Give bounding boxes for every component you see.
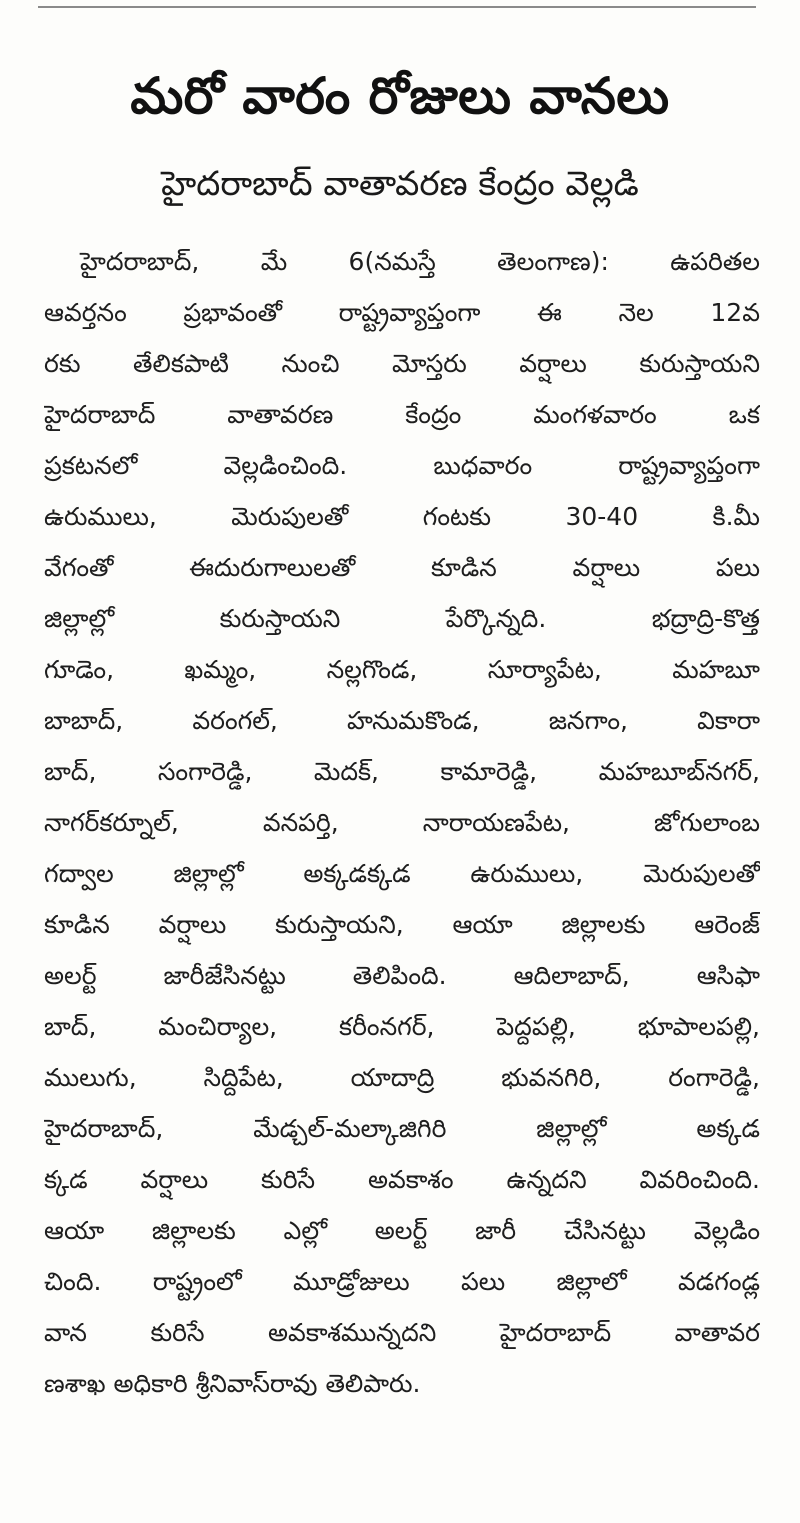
top-divider-rule [38, 6, 756, 8]
article-body-line: బాబాద్‌, వరంగల్‌, హనుమకొండ, జనగాం, వికారా [44, 706, 760, 735]
article-body-line: ప్రకటనలో వెల్లడించింది. బుధవారం రాష్ట్రవ్యాప్తంగా [44, 451, 760, 480]
article-body-line: కూడిన వర్షాలు కురుస్తాయని, ఆయా జిల్లాలకు ఆరెంజ్‌ [44, 910, 760, 939]
article-body [44, 236, 760, 1409]
article-body-line: హైదరాబాద్‌, మే 6(నమస్తే తెలంగాణ): ఉపరితల [80, 247, 760, 276]
article-headline: మరో వారం రోజులు వానలు [130, 67, 670, 125]
article-body-line: నాగర్‌కర్నూల్‌, వనపర్తి, నారాయణపేట, జోగులాంబ [44, 808, 760, 837]
article-body-line: గూడెం, ఖమ్మం, నల్లగొండ, సూర్యాపేట, మహబూ [44, 655, 760, 684]
article-body-line: హైదరాబాద్‌ వాతావరణ కేంద్రం మంగళవారం ఒక [44, 400, 760, 429]
article-body-line: అలర్ట్‌ జారీజేసినట్టు తెలిపింది. ఆదిలాబాద్‌, ఆసిఫా [44, 961, 760, 990]
article-body-line: ణశాఖ అధికారి శ్రీనివాస్‌రావు తెలిపారు. [44, 1369, 421, 1398]
article-body-line: చింది. రాష్ట్రంలో మూడ్రోజులు పలు జిల్లాలో వడగండ్ల [44, 1267, 760, 1296]
article-body-line: జిల్లాల్లో కురుస్తాయని పేర్కొన్నది. భద్రాద్రి-కొత్త [44, 604, 760, 633]
article-body-line: ఆవర్తనం ప్రభావంతో రాష్ట్రవ్యాప్తంగా ఈ నెల 12వ [44, 298, 760, 327]
article-body-line: ఆయా జిల్లాలకు ఎల్లో అలర్ట్‌ జారీ చేసినట్టు వెల్లడిం [44, 1216, 760, 1245]
article-body-line: హైదరాబాద్‌, మేడ్చల్‌-మల్కాజిగిరి జిల్లాల్లో అక్కడ [44, 1114, 760, 1143]
article-subheadline: హైదరాబాద్‌ వాతావరణ కేంద్రం వెల్లడి [161, 164, 639, 204]
article-body-line: వేగంతో ఈదురుగాలులతో కూడిన వర్షాలు పలు [44, 553, 760, 582]
article-body-line: బాద్‌, సంగారెడ్డి, మెదక్‌, కామారెడ్డి, మహబూబ్‌నగర్‌, [44, 757, 760, 786]
article-body-line: బాద్‌, మంచిర్యాల, కరీంనగర్‌, పెద్దపల్లి, భూపాలపల్లి, [44, 1012, 760, 1041]
article-body-line: వాన కురిసే అవకాశమున్నదని హైదరాబాద్‌ వాతావర [44, 1318, 760, 1347]
article-body-line: క్కడ వర్షాలు కురిసే అవకాశం ఉన్నదని వివరించింది. [44, 1165, 760, 1194]
article-body-line: ములుగు, సిద్దిపేట, యాదాద్రి భువనగిరి, రంగారెడ్డి, [44, 1063, 760, 1092]
article-body-line: గద్వాల జిల్లాల్లో అక్కడక్కడ ఉరుములు, మెరుపులతో [44, 859, 760, 888]
article-body-line: ఉరుములు, మెరుపులతో గంటకు 30-40 కి.మీ [44, 502, 760, 531]
article-body-line: రకు తేలికపాటి నుంచి మోస్తరు వర్షాలు కురుస్తాయని [44, 349, 760, 378]
